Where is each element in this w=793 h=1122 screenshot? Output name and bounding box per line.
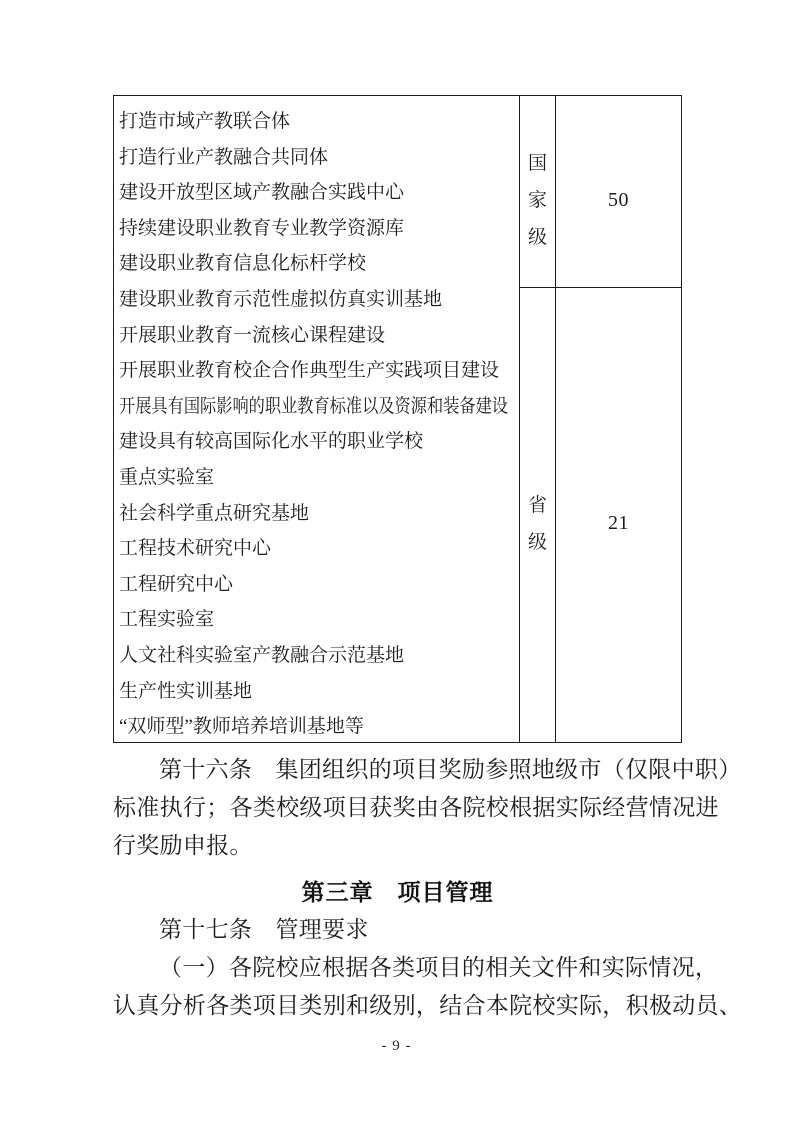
- provincial-level-cell: [520, 288, 556, 743]
- table-item: 建设开放型区域产教融合实践中心: [119, 182, 405, 204]
- table-item: 开展职业教育校企合作典型生产实践项目建设: [119, 360, 500, 382]
- table-item: 建设职业教育示范性虚拟仿真实训基地: [119, 288, 443, 310]
- provincial-level-value-cell: [556, 288, 681, 743]
- article16-line-3: 行奖励申报。: [113, 833, 253, 858]
- table-item: 开展具有国际影响的职业教育标准以及资源和装备建设: [119, 395, 509, 417]
- table-item: 建设具有较高国际化水平的职业学校: [119, 431, 424, 453]
- national-level-value-cell: [556, 96, 681, 287]
- award-levels-block: [520, 96, 681, 742]
- table-item: 工程技术研究中心: [119, 538, 272, 560]
- national-level-label: 国家级: [527, 152, 547, 248]
- national-level-value: 50: [608, 188, 629, 211]
- provincial-level-value: 21: [608, 512, 629, 535]
- article17-heading: 第十七条 管理要求: [159, 917, 369, 942]
- body-text: [113, 751, 743, 1025]
- table-item: “双师型”教师培养培训基地等: [119, 716, 364, 738]
- table-item: 打造行业产教融合共同体: [119, 146, 329, 168]
- table-item: 开展职业教育一流核心课程建设: [119, 324, 386, 346]
- provincial-level-row: [520, 288, 681, 743]
- item-one-line-1: （一）各院校应根据各类项目的相关文件和实际情况，: [159, 955, 719, 980]
- page-number: - 9 -: [381, 1038, 412, 1054]
- table-item: 打造市域产教联合体: [119, 111, 291, 132]
- table-item: 工程实验室: [119, 609, 215, 631]
- national-level-cell: [520, 96, 556, 287]
- national-level-row: [520, 96, 681, 288]
- table-item: 持续建设职业教育专业教学资源库: [119, 217, 405, 239]
- table-item: 社会科学重点研究基地: [119, 502, 310, 524]
- table-item: 建设职业教育信息化标杆学校: [119, 253, 367, 275]
- table-item: 生产性实训基地: [119, 680, 253, 702]
- project-items-cell: [114, 96, 520, 742]
- article16-line-2: 标准执行；各类校级项目获奖由各院校根据实际经营情况进: [113, 795, 719, 820]
- table-item: 工程研究中心: [119, 573, 234, 595]
- project-award-table: [113, 95, 682, 743]
- provincial-level-label: 省级: [527, 494, 547, 553]
- table-item: 人文社科实验室产教融合示范基地: [119, 644, 405, 666]
- article16-line-1: 第十六条 集团组织的项目奖励参照地级市（仅限中职）: [159, 757, 742, 782]
- item-one-line-2: 认真分析各类项目类别和级别，结合本院校实际，积极动员、: [113, 993, 743, 1018]
- chapter-heading: 第三章 项目管理: [301, 879, 494, 905]
- table-item: 重点实验室: [119, 466, 215, 488]
